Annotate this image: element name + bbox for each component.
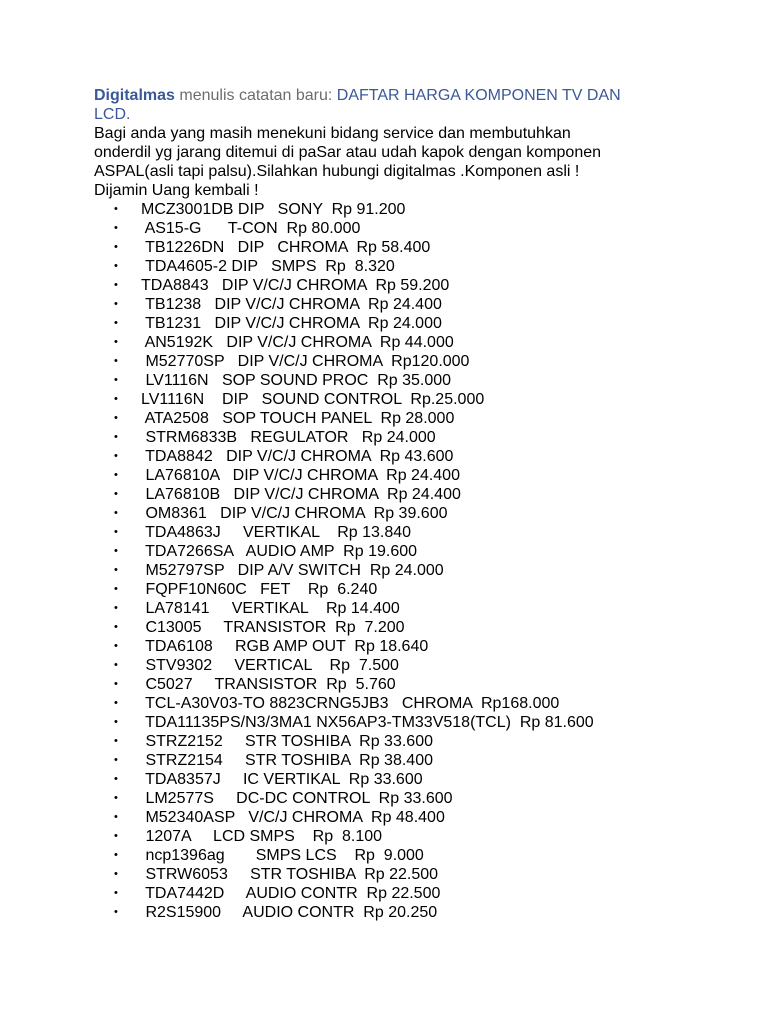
bullet-icon: •: [114, 412, 118, 424]
bullet-icon: •: [114, 906, 118, 918]
body-line: Bagi anda yang masih menekuni bidang service dan membutuhkan: [94, 125, 571, 142]
list-item: [94, 884, 694, 903]
bullet-icon: •: [114, 393, 118, 405]
bullet-icon: •: [114, 203, 118, 215]
list-item-text: R2S15900 AUDIO CONTR Rp 20.250: [141, 904, 438, 921]
bullet-icon: •: [114, 279, 118, 291]
bullet-icon: •: [114, 431, 118, 443]
list-item: [94, 751, 694, 770]
bullet-icon: •: [114, 469, 118, 481]
bullet-icon: •: [114, 792, 118, 804]
list-item-text: TDA4863J VERTIKAL Rp 13.840: [141, 524, 412, 541]
bullet-icon: •: [114, 583, 118, 595]
list-item-text: TDA7442D AUDIO CONTR Rp 22.500: [141, 885, 441, 902]
bullet-icon: •: [114, 887, 118, 899]
bullet-icon: •: [114, 602, 118, 614]
price-list: [94, 200, 694, 922]
bullet-icon: •: [114, 450, 118, 462]
body-line: onderdil yg jarang ditemui di paSar atau udah kapok dengan komponen: [94, 144, 602, 161]
bullet-icon: •: [114, 545, 118, 557]
list-item: [94, 276, 694, 295]
bullet-icon: •: [114, 811, 118, 823]
list-item-text: ncp1396ag SMPS LCS Rp 9.000: [141, 847, 424, 864]
bullet-icon: •: [114, 868, 118, 880]
list-item-text: C5027 TRANSISTOR Rp 5.760: [141, 676, 396, 693]
list-item: [94, 675, 694, 694]
bullet-icon: •: [114, 260, 118, 272]
list-item: [94, 713, 694, 732]
bullet-icon: •: [114, 298, 118, 310]
list-item-text: TDA8842 DIP V/C/J CHROMA Rp 43.600: [141, 448, 454, 465]
list-item: [94, 542, 694, 561]
bullet-icon: •: [114, 336, 118, 348]
list-item-text: LV1116N SOP SOUND PROC Rp 35.000: [141, 372, 452, 389]
bullet-icon: •: [114, 659, 118, 671]
list-item: [94, 238, 694, 257]
list-item-text: ATA2508 SOP TOUCH PANEL Rp 28.000: [141, 410, 455, 427]
bullet-icon: •: [114, 526, 118, 538]
bullet-icon: •: [114, 621, 118, 633]
list-item: [94, 390, 694, 409]
list-item: [94, 827, 694, 846]
list-item-text: TB1231 DIP V/C/J CHROMA Rp 24.000: [141, 315, 442, 332]
list-item: [94, 466, 694, 485]
list-item-text: STRM6833B REGULATOR Rp 24.000: [141, 429, 436, 446]
list-item: [94, 846, 694, 865]
list-item-text: STRW6053 STR TOSHIBA Rp 22.500: [141, 866, 439, 883]
bullet-icon: •: [114, 735, 118, 747]
list-item-text: LA76810A DIP V/C/J CHROMA Rp 24.400: [141, 467, 460, 484]
bullet-icon: •: [114, 849, 118, 861]
bullet-icon: •: [114, 507, 118, 519]
list-item-text: C13005 TRANSISTOR Rp 7.200: [141, 619, 405, 636]
list-item: [94, 903, 694, 922]
list-item-text: M52770SP DIP V/C/J CHROMA Rp120.000: [141, 353, 470, 370]
list-item: [94, 314, 694, 333]
list-item: [94, 637, 694, 656]
post-body: [94, 124, 694, 200]
list-item: [94, 770, 694, 789]
bullet-icon: •: [114, 773, 118, 785]
list-item: [94, 789, 694, 808]
list-item-text: M52340ASP V/C/J CHROMA Rp 48.400: [141, 809, 445, 826]
note-title-line-1[interactable]: DAFTAR HARGA KOMPONEN TV DAN: [336, 87, 621, 104]
list-item-text: STV9302 VERTICAL Rp 7.500: [141, 657, 399, 674]
list-item-text: LV1116N DIP SOUND CONTROL Rp.25.000: [141, 391, 485, 408]
bullet-icon: •: [114, 488, 118, 500]
list-item-text: MCZ3001DB DIP SONY Rp 91.200: [141, 201, 406, 218]
list-item: [94, 656, 694, 675]
bullet-icon: •: [114, 374, 118, 386]
bullet-icon: •: [114, 355, 118, 367]
list-item-text: LA76810B DIP V/C/J CHROMA Rp 24.400: [141, 486, 461, 503]
post-action-text: menulis catatan baru:: [174, 87, 337, 104]
list-item-text: TDA11135PS/N3/3MA1 NX56AP3-TM33V518(TCL) Rp 81.600: [141, 714, 594, 731]
list-item-text: TDA8357J IC VERTIKAL Rp 33.600: [141, 771, 423, 788]
list-item-text: TDA4605-2 DIP SMPS Rp 8.320: [141, 258, 395, 275]
body-line: Dijamin Uang kembali !: [94, 182, 259, 199]
body-line: ASPAL(asli tapi palsu).Silahkan hubungi digitalmas .Komponen asli !: [94, 163, 580, 180]
list-item: [94, 352, 694, 371]
list-item: [94, 865, 694, 884]
list-item: [94, 580, 694, 599]
bullet-icon: •: [114, 697, 118, 709]
list-item-text: 1207A LCD SMPS Rp 8.100: [141, 828, 383, 845]
list-item-text: OM8361 DIP V/C/J CHROMA Rp 39.600: [141, 505, 448, 522]
list-item-text: TCL-A30V03-TO 8823CRNG5JB3 CHROMA Rp168.000: [141, 695, 560, 712]
list-item-text: LM2577S DC-DC CONTROL Rp 33.600: [141, 790, 453, 807]
list-item-text: LA78141 VERTIKAL Rp 14.400: [141, 600, 400, 617]
bullet-icon: •: [114, 564, 118, 576]
author-name[interactable]: Digitalmas: [94, 87, 175, 104]
list-item: [94, 504, 694, 523]
list-item: [94, 599, 694, 618]
list-item: [94, 295, 694, 314]
list-item: [94, 428, 694, 447]
list-item: [94, 200, 694, 219]
bullet-icon: •: [114, 241, 118, 253]
bullet-icon: •: [114, 754, 118, 766]
list-item-text: TDA7266SA AUDIO AMP Rp 19.600: [141, 543, 418, 560]
list-item-text: TB1238 DIP V/C/J CHROMA Rp 24.400: [141, 296, 442, 313]
list-item-text: TDA6108 RGB AMP OUT Rp 18.640: [141, 638, 429, 655]
list-item: [94, 371, 694, 390]
note-title-line-2[interactable]: LCD.: [94, 106, 131, 123]
list-item-text: FQPF10N60C FET Rp 6.240: [141, 581, 378, 598]
list-item: [94, 219, 694, 238]
list-item-text: AS15-G T-CON Rp 80.000: [141, 220, 361, 237]
list-item: [94, 523, 694, 542]
list-item-text: M52797SP DIP A/V SWITCH Rp 24.000: [141, 562, 444, 579]
list-item: [94, 447, 694, 466]
list-item: [94, 257, 694, 276]
document-page: [94, 86, 694, 922]
list-item: [94, 694, 694, 713]
list-item: [94, 409, 694, 428]
list-item: [94, 732, 694, 751]
bullet-icon: •: [114, 716, 118, 728]
bullet-icon: •: [114, 678, 118, 690]
list-item-text: TB1226DN DIP CHROMA Rp 58.400: [141, 239, 431, 256]
bullet-icon: •: [114, 830, 118, 842]
bullet-icon: •: [114, 317, 118, 329]
list-item: [94, 333, 694, 352]
list-item-text: TDA8843 DIP V/C/J CHROMA Rp 59.200: [141, 277, 450, 294]
post-header: [94, 86, 694, 124]
list-item-text: STRZ2152 STR TOSHIBA Rp 33.600: [141, 733, 433, 750]
list-item: [94, 618, 694, 637]
list-item-text: AN5192K DIP V/C/J CHROMA Rp 44.000: [141, 334, 454, 351]
list-item: [94, 485, 694, 504]
list-item: [94, 808, 694, 827]
bullet-icon: •: [114, 222, 118, 234]
list-item: [94, 561, 694, 580]
list-item-text: STRZ2154 STR TOSHIBA Rp 38.400: [141, 752, 433, 769]
bullet-icon: •: [114, 640, 118, 652]
